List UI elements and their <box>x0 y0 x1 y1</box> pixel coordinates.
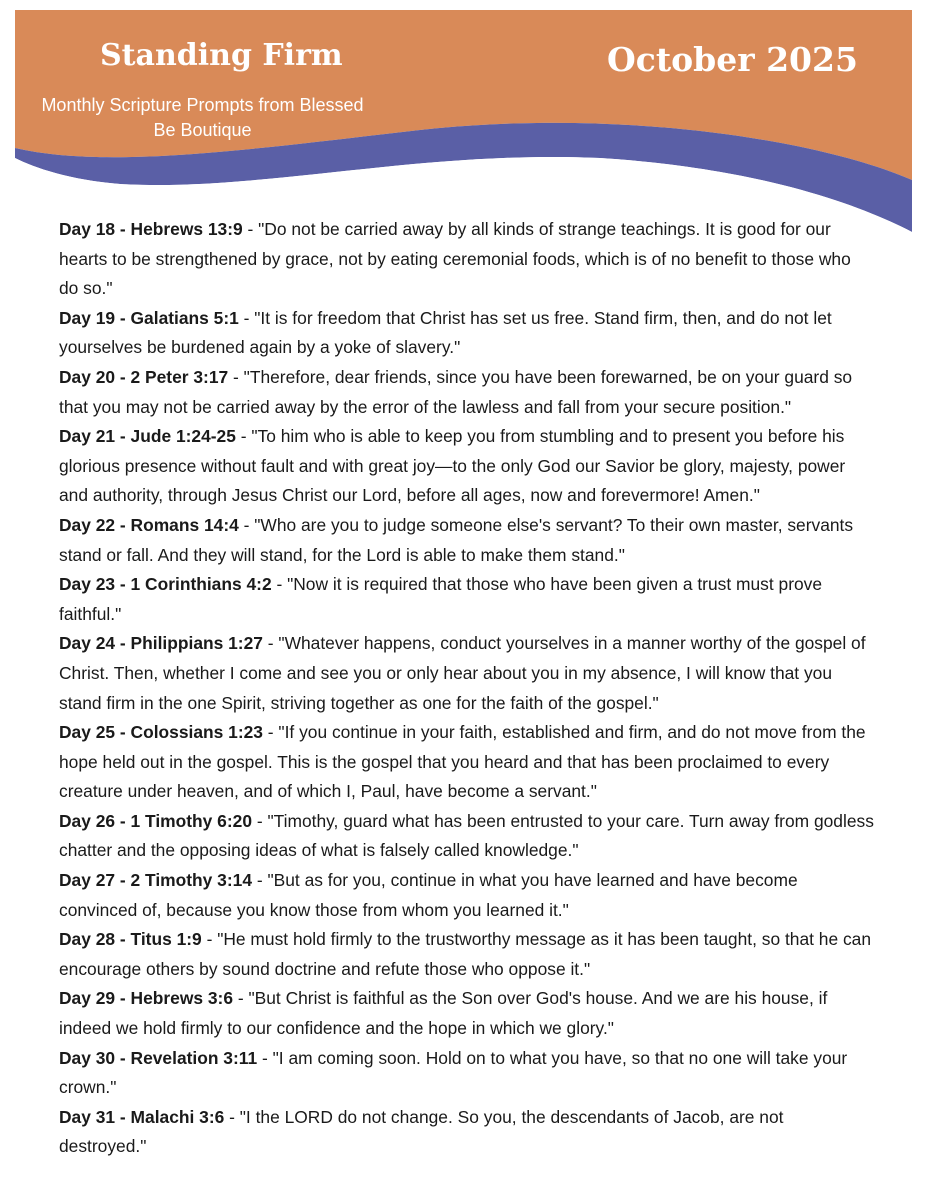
scripture-text: - "It is for freedom that Christ has set us free. Stand firm, then, and do not let yourselves be burdened again by a yoke of slavery." <box>59 307 832 358</box>
scripture-reference: Day 28 - Titus 1:9 <box>59 929 202 950</box>
scripture-entry <box>59 422 874 511</box>
page-subtitle: Monthly Scripture Prompts from Blessed Be Boutique <box>41 95 364 140</box>
scripture-text: - "But Christ is faithful as the Son over God's house. And we are his house, if indeed we hold firmly to our confidence and the hope in which we glory." <box>59 988 828 1039</box>
scripture-list <box>59 215 874 1162</box>
scripture-reference: Day 23 - 1 Corinthians 4:2 <box>59 574 272 595</box>
scripture-text: - "I the LORD do not change. So you, the descendants of Jacob, are not destroyed." <box>59 1106 784 1157</box>
scripture-text: - "Therefore, dear friends, since you have been forewarned, be on your guard so that you may not be carried away by the error of the lawless and fall from your secure position." <box>59 366 853 417</box>
scripture-reference: Day 29 - Hebrews 3:6 <box>59 988 233 1009</box>
scripture-text: - "But as for you, continue in what you have learned and have become convinced of, because you know those from whom you learned it." <box>59 870 798 920</box>
scripture-text: - "I am coming soon. Hold on to what you have, so that no one will take your crown." <box>59 1047 848 1098</box>
scripture-entry <box>59 629 874 718</box>
scripture-reference: Day 21 - Jude 1:24-25 <box>59 426 236 447</box>
scripture-entry <box>59 866 874 925</box>
scripture-reference: Day 19 - Galatians 5:1 <box>59 307 239 328</box>
scripture-entry <box>59 718 874 807</box>
scripture-entry <box>59 511 874 570</box>
scripture-text: - "Whatever happens, conduct yourselves in a manner worthy of the gospel of Christ. Then, whether I come and see you or only hear about you in my absence, I will know that you stand firm in the one Spirit, striving together as one for the faith of the gospel." <box>59 633 866 713</box>
scripture-entry <box>59 570 874 629</box>
scripture-reference: Day 27 - 2 Timothy 3:14 <box>59 870 252 891</box>
scripture-reference: Day 31 - Malachi 3:6 <box>59 1106 225 1127</box>
scripture-reference: Day 30 - Revelation 3:11 <box>59 1047 258 1068</box>
scripture-entry <box>59 984 874 1043</box>
scripture-entry <box>59 1103 874 1162</box>
scripture-text: - "Now it is required that those who have been given a trust must prove faithful." <box>59 574 823 624</box>
page-title: Standing Firm <box>100 38 343 73</box>
scripture-text: - "He must hold firmly to the trustworthy message as it has been taught, so that he can encourage others by sound doctrine and refute those who oppose it." <box>59 929 872 979</box>
scripture-text: - "Do not be carried away by all kinds of strange teachings. It is good for our hearts to be strengthened by grace, not by eating ceremonial foods, which is of no benefit to those who do so." <box>59 219 851 299</box>
scripture-entry <box>59 925 874 984</box>
scripture-entry <box>59 215 874 304</box>
scripture-text: - "To him who is able to keep you from stumbling and to present you before his glorious presence without fault and with great joy—to the only God our Savior be glory, majesty, power and authority, through Jesus Christ our Lord, before all ages, now and forevermore! Amen." <box>59 426 846 506</box>
scripture-reference: Day 24 - Philippians 1:27 <box>59 633 263 654</box>
scripture-entry <box>59 304 874 363</box>
scripture-entry <box>59 363 874 422</box>
scripture-reference: Day 20 - 2 Peter 3:17 <box>59 366 229 387</box>
scripture-reference: Day 26 - 1 Timothy 6:20 <box>59 810 252 831</box>
scripture-reference: Day 25 - Colossians 1:23 <box>59 722 263 743</box>
scripture-entry <box>59 807 874 866</box>
scripture-reference: Day 22 - Romans 14:4 <box>59 514 239 535</box>
scripture-reference: Day 18 - Hebrews 13:9 <box>59 219 243 239</box>
scripture-text: - "Who are you to judge someone else's servant? To their own master, servants stand or fall. And they will stand, for the Lord is able to make them stand." <box>59 514 854 565</box>
scripture-text: - "Timothy, guard what has been entrusted to your care. Turn away from godless chatter and the opposing ideas of what is falsely called knowledge." <box>59 810 874 861</box>
month-label: October 2025 <box>607 40 858 79</box>
scripture-text: - "If you continue in your faith, established and firm, and do not move from the hope held out in the gospel. This is the gospel that you heard and that has been proclaimed to every creature under heaven, and of which I, Paul, have become a servant." <box>59 722 866 802</box>
scripture-entry <box>59 1044 874 1103</box>
